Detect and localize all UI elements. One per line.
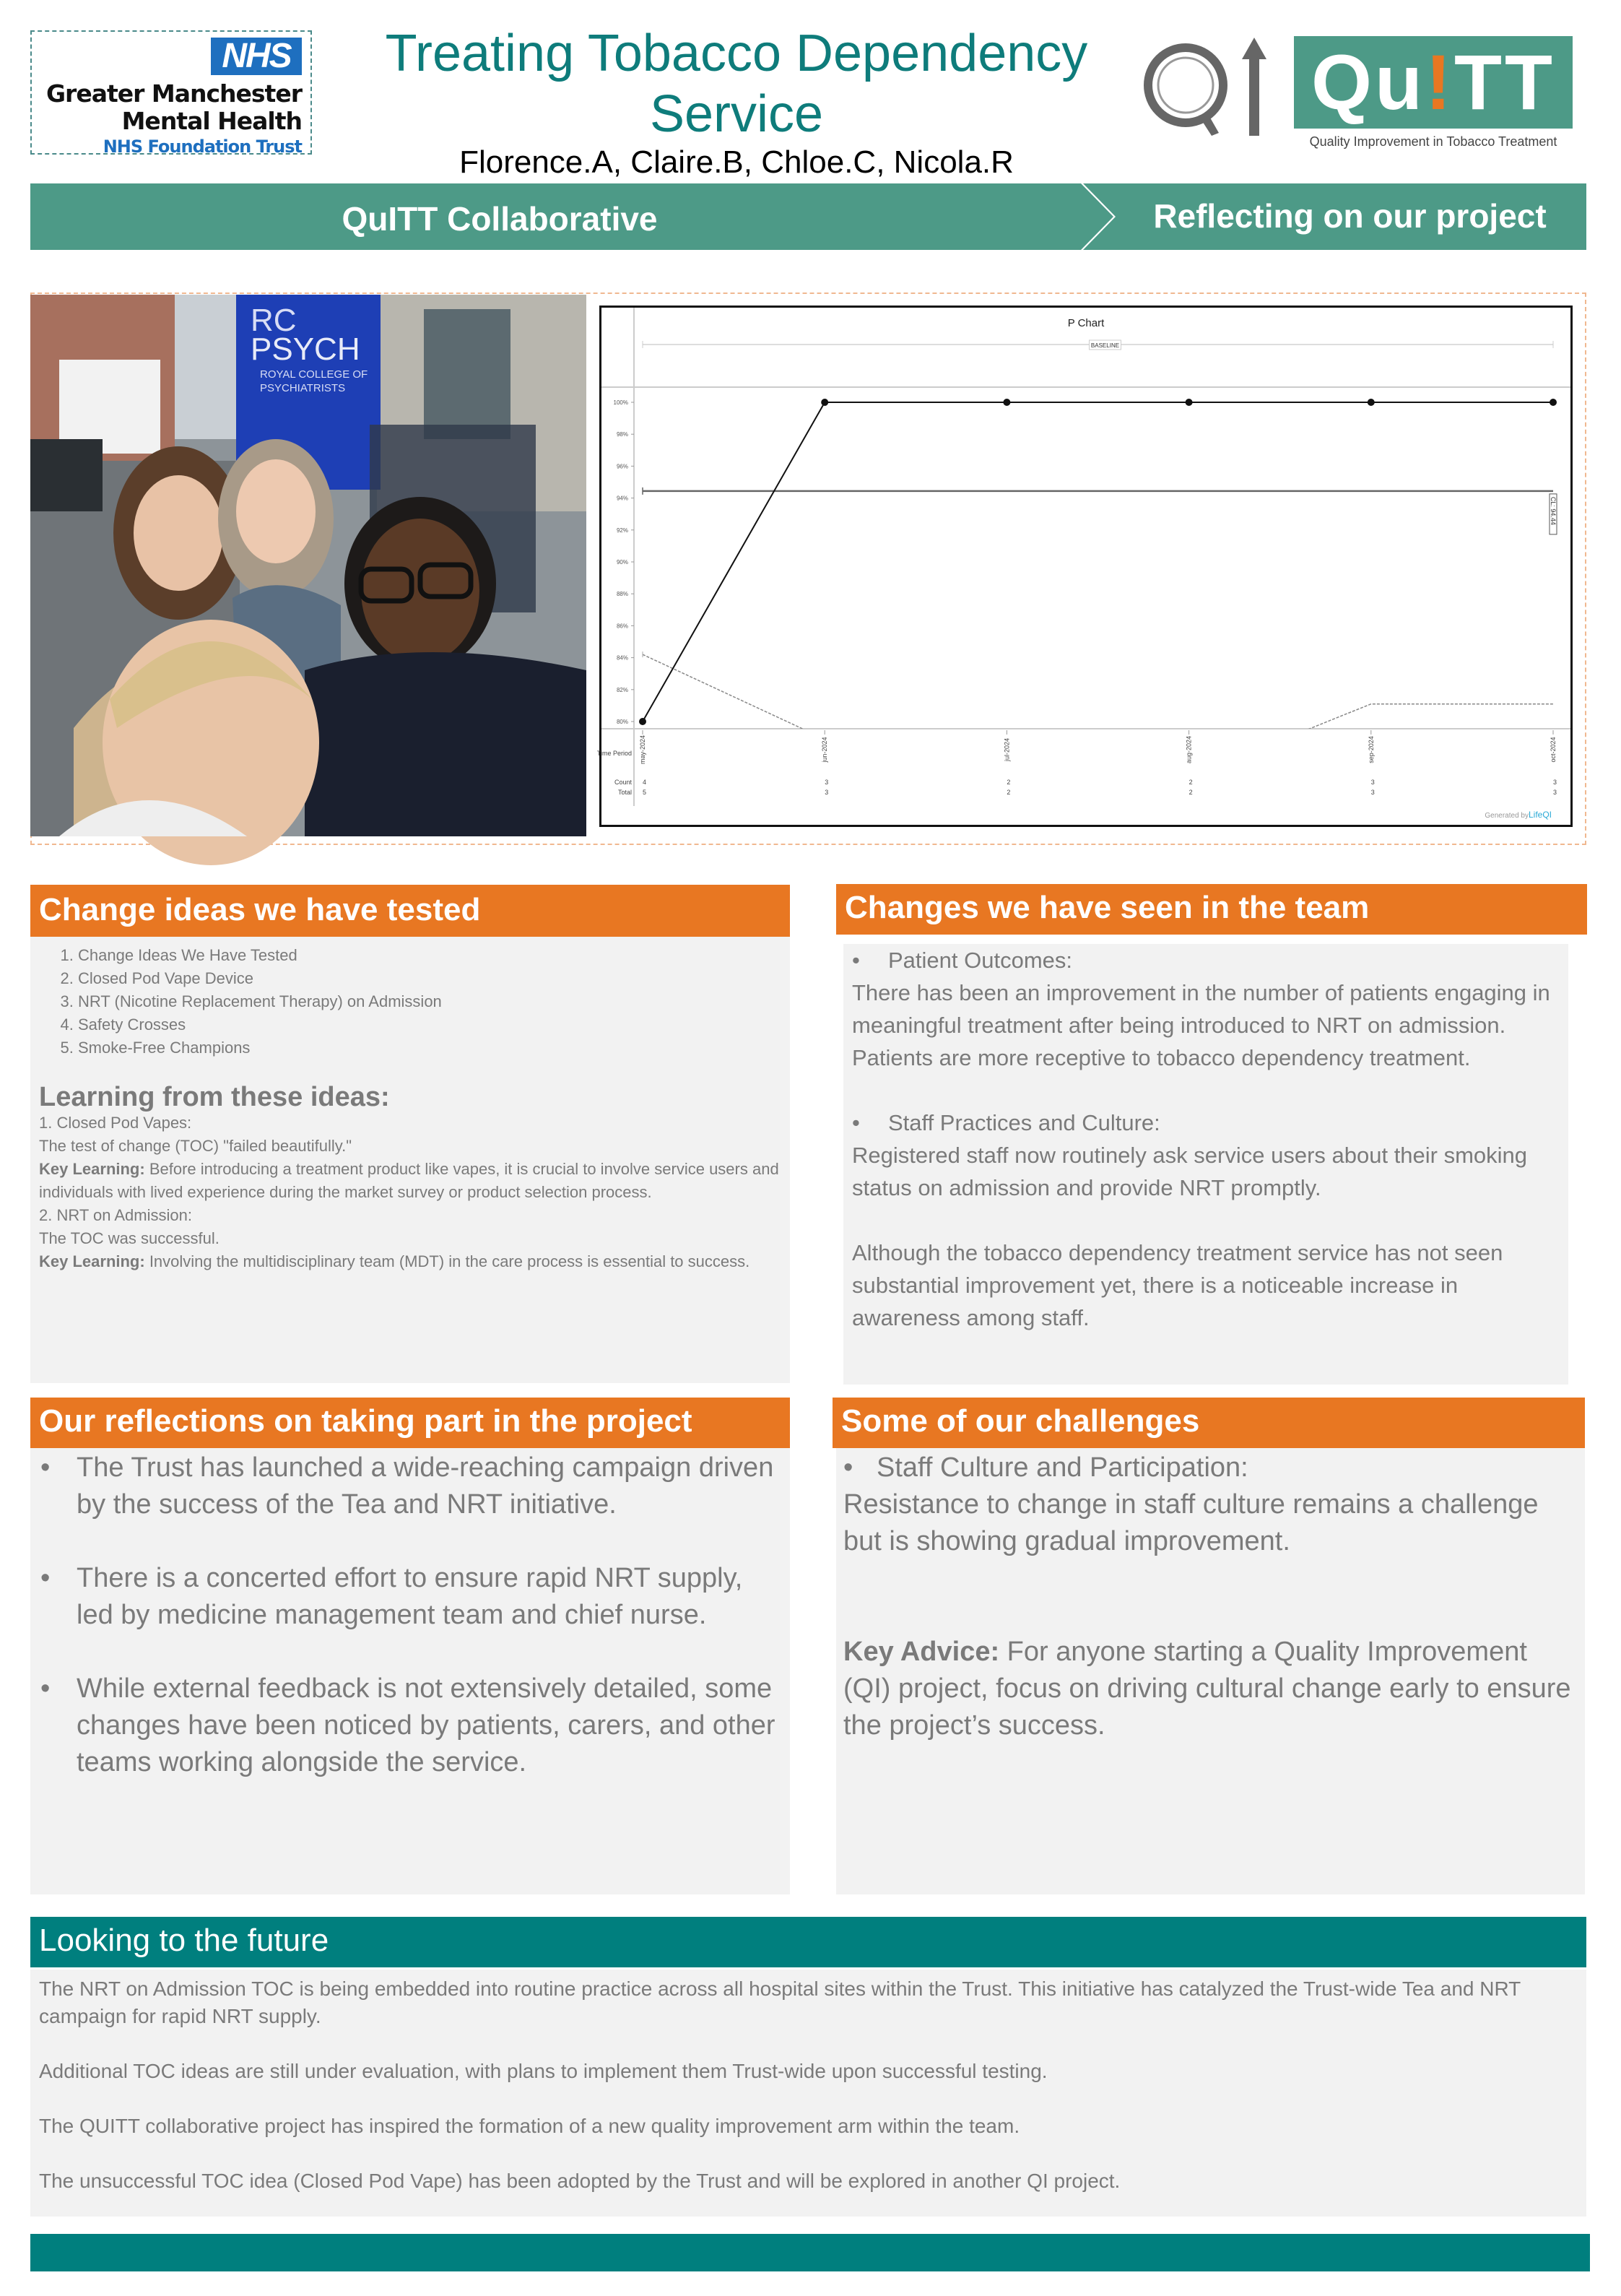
banner-reflecting-label: Reflecting on our project — [1153, 197, 1547, 235]
change-idea-item: 4. Safety Crosses — [78, 1013, 781, 1036]
banner-collaborative-label: QuITT Collaborative — [342, 200, 658, 238]
x-tick-label: may-2024 — [639, 735, 646, 765]
change-idea-item: 1. Change Ideas We Have Tested — [78, 944, 781, 967]
learning-line: The TOC was successful. — [39, 1229, 220, 1247]
sign-rc: RC — [251, 303, 297, 338]
count-value: 3 — [825, 779, 829, 786]
change-ideas-panel — [30, 937, 790, 1383]
y-tick-label: 86% — [616, 623, 628, 630]
total-value: 5 — [643, 789, 647, 796]
chart-footer: Generated by — [1485, 812, 1529, 820]
data-point — [821, 399, 828, 406]
learning-line: 2. NRT on Admission: — [39, 1206, 192, 1224]
change-ideas-heading: Change ideas we have tested — [30, 885, 790, 937]
reflection-item: • There is a concerted effort to ensure rapid NRT supply, led by medicine management team and chief nurse. — [40, 1563, 743, 1630]
footer-bar — [30, 2234, 1590, 2271]
title-line1: Treating Tobacco Dependency — [385, 25, 1088, 82]
count-value: 2 — [1188, 779, 1193, 786]
key-learning-2 — [39, 1250, 781, 1273]
count-value: 3 — [1370, 779, 1375, 786]
p-chart-svg — [596, 308, 1570, 825]
change-ideas-list — [39, 944, 781, 1060]
reflections-heading: Our reflections on taking part in the project — [30, 1398, 790, 1448]
section-banner — [30, 183, 1586, 250]
x-tick-label: oct-2024 — [1550, 737, 1557, 763]
series-line — [643, 402, 1553, 722]
future-paragraph: The QUITT collaborative project has inspired the formation of a new quality improvement arm within the team. — [39, 2115, 1020, 2137]
quitt-logo — [1141, 29, 1574, 159]
p-chart — [596, 306, 1573, 827]
row-label-count: Count — [614, 779, 632, 786]
x-tick-label: jun-2024 — [821, 737, 829, 763]
challenges-heading: Some of our challenges — [833, 1398, 1585, 1448]
chart-title: P Chart — [1067, 317, 1105, 329]
total-value: 3 — [1370, 789, 1375, 796]
lower-control-limit — [643, 654, 1553, 777]
future-paragraph: The NRT on Admission TOC is being embedded into routine practice across all hospital sites within the Trust. This initiative has catalyzed the Trust-wide Tea and NRT campaign for rapid NRT supply. — [39, 1977, 1521, 2027]
y-tick-label: 80% — [616, 719, 628, 725]
change-idea-item: 2. Closed Pod Vape Device — [78, 967, 781, 990]
change-idea-item: 3. NRT (Nicotine Replacement Therapy) on Admission — [78, 990, 781, 1013]
learning-title: Learning from these ideas: — [39, 1082, 390, 1112]
key-advice-text: For anyone starting a Quality Improvement (QI) project, focus on driving cultural change early to ensure the project’s success. — [843, 1637, 1571, 1741]
key-learning-1 — [39, 1158, 781, 1204]
sign-college: ROYAL COLLEGE OF — [260, 368, 368, 381]
y-tick-label: 96% — [616, 463, 628, 470]
staff-culture-text: Resistance to change in staff culture remains a challenge but is showing gradual improvement. — [843, 1489, 1539, 1556]
x-tick-label: aug-2024 — [1185, 735, 1193, 764]
nhs-trust-logo — [30, 30, 312, 155]
bullet-staff-culture: • Staff Culture and Participation: — [843, 1452, 1248, 1483]
y-tick-label: 90% — [616, 559, 628, 566]
learning-line: 1. Closed Pod Vapes: — [39, 1114, 192, 1132]
count-value: 4 — [643, 779, 647, 786]
data-point — [1550, 399, 1557, 406]
org-name-line3: NHS Foundation Trust — [103, 137, 302, 157]
count-value: 2 — [1007, 779, 1011, 786]
org-name-line1: Greater Manchester — [45, 79, 302, 108]
quitt-tagline: Quality Improvement in Tobacco Treatment — [1309, 134, 1557, 149]
x-tick-label: sep-2024 — [1367, 736, 1375, 763]
data-point — [1186, 399, 1193, 406]
key-learning-text: Involving the multidisciplinary team (MDT) in the care process is essential to success. — [144, 1252, 750, 1270]
row-label-total: Total — [617, 789, 632, 796]
total-value: 3 — [825, 789, 829, 796]
total-value: 2 — [1007, 789, 1011, 796]
future-panel — [30, 1970, 1586, 2217]
reflection-item: • While external feedback is not extensively detailed, some changes have been noticed by patients, carers, and other teams working alongside the service. — [40, 1673, 775, 1777]
row-label-time-period: Time Period — [596, 750, 632, 757]
chart-footer-brand: LifeQI — [1528, 810, 1552, 820]
y-tick-label: 92% — [616, 527, 628, 534]
future-heading: Looking to the future — [30, 1917, 1586, 1967]
org-name-line2: Mental Health — [121, 107, 302, 135]
authors: Florence.A, Claire.B, Chloe.C, Nicola.R — [459, 144, 1014, 180]
sign-psych: PSYCH — [251, 332, 360, 367]
count-value: 3 — [1553, 779, 1557, 786]
data-point — [1003, 399, 1010, 406]
nhs-badge: NHS — [211, 38, 302, 75]
phase-label: BASELINE — [1090, 342, 1120, 349]
poster-title — [339, 23, 1134, 144]
challenges-panel — [836, 1448, 1585, 1894]
total-value: 3 — [1553, 789, 1557, 796]
data-point — [639, 718, 646, 725]
staff-practices-text: Registered staff now routinely ask service users about their smoking status on admission and provide NRT promptly. — [852, 1143, 1528, 1200]
y-tick-label: 100% — [613, 399, 628, 406]
y-tick-label: 82% — [616, 686, 628, 693]
y-tick-label: 88% — [616, 591, 628, 598]
changes-seen-panel — [843, 944, 1568, 1385]
key-advice — [843, 1634, 1578, 1744]
bullet-staff-practices: • Staff Practices and Culture: — [852, 1110, 1160, 1135]
title-line2: Service — [649, 85, 824, 143]
patient-outcomes-text: There has been an improvement in the number of patients engaging in meaningful treatment after being introduced to NRT on admission. Patients are more receptive to tobacco dependency treatment. — [852, 980, 1550, 1070]
key-learning-label: Key Learning: — [39, 1160, 145, 1178]
awareness-text: Although the tobacco dependency treatment service has not seen substantial improvement yet, there is a noticeable increase in awareness among staff. — [852, 1240, 1503, 1330]
reflections-panel — [30, 1448, 790, 1894]
bullet-patient-outcomes: • Patient Outcomes: — [852, 948, 1073, 973]
change-idea-item: 5. Smoke-Free Champions — [78, 1036, 781, 1060]
team-photo — [30, 295, 586, 836]
future-paragraph: Additional TOC ideas are still under evaluation, with plans to implement them Trust-wide upon successful testing. — [39, 2060, 1048, 2082]
learning-line: The test of change (TOC) "failed beautifully." — [39, 1137, 352, 1155]
sign-psychiatrists: PSYCHIATRISTS — [260, 382, 346, 394]
x-tick-label: jul-2024 — [1003, 737, 1011, 762]
reflection-item: • The Trust has launched a wide-reaching campaign driven by the success of the Tea and NRT initiative. — [40, 1452, 774, 1520]
total-value: 2 — [1188, 789, 1193, 796]
qi-magnifier-icon — [1141, 35, 1285, 143]
y-tick-label: 94% — [616, 495, 628, 502]
changes-seen-heading: Changes we have seen in the team — [836, 884, 1587, 935]
y-tick-label: 98% — [616, 431, 628, 438]
data-point — [1368, 399, 1375, 406]
key-advice-label: Key Advice: — [843, 1637, 1000, 1667]
team-photo-illustration — [30, 295, 586, 836]
future-paragraph: The unsuccessful TOC idea (Closed Pod Vape) has been adopted by the Trust and will be explored in another QI project. — [39, 2170, 1121, 2192]
quitt-wordmark: Qu!TT — [1294, 36, 1573, 129]
y-tick-label: 84% — [616, 654, 628, 662]
key-learning-text: Before introducing a treatment product like vapes, it is crucial to involve service users and individuals with lived experience during the market survey or product selection process. — [39, 1160, 779, 1201]
key-learning-label: Key Learning: — [39, 1252, 145, 1270]
center-line-label: CL: 94.44 — [1550, 496, 1557, 525]
